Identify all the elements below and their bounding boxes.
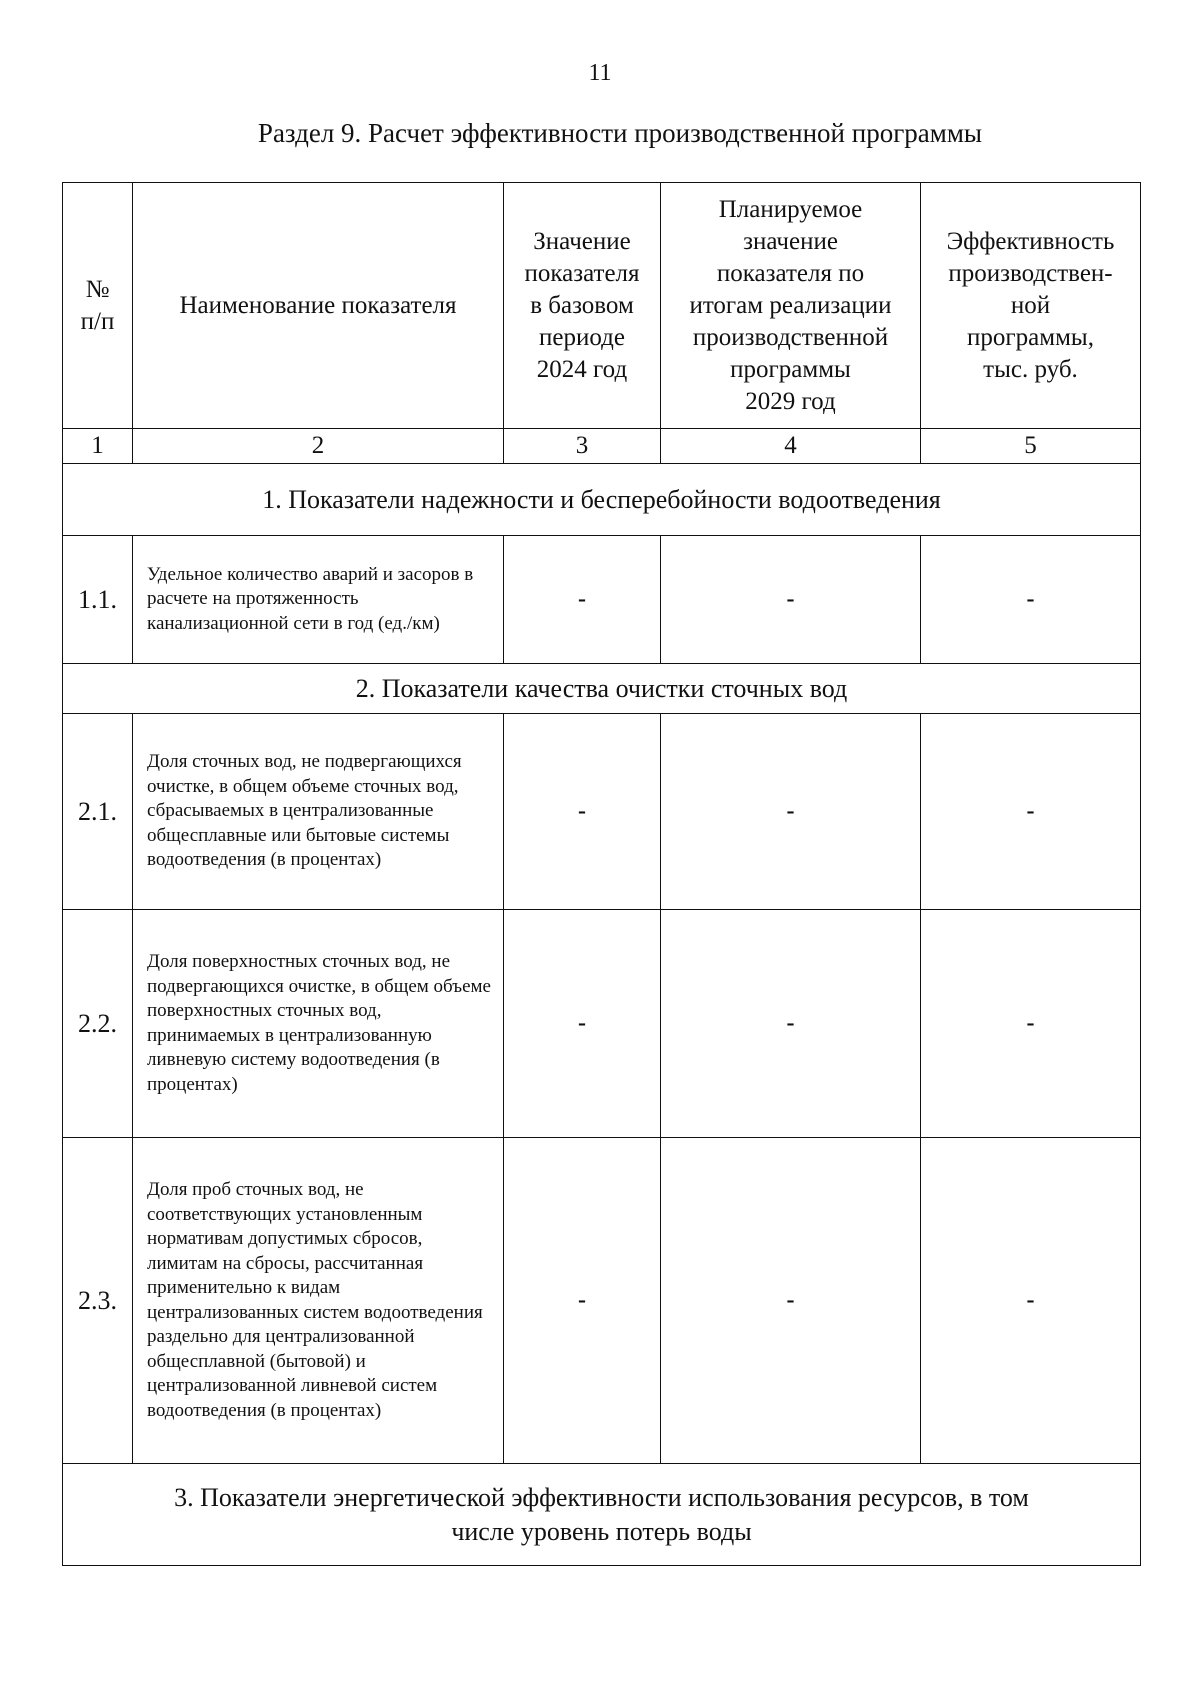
- group-row: [63, 664, 1141, 714]
- indicator-name: Доля сточных вод, не подвергающихся очистке, в общем объеме сточных вод, сбрасываемых в централизованные общесплавные или бытовые системы водоотведения (в процентах): [133, 714, 504, 910]
- row-number: 1.1.: [63, 536, 133, 664]
- row-number: 2.1.: [63, 714, 133, 910]
- base-value: -: [504, 1138, 661, 1464]
- column-number: 3: [504, 429, 661, 464]
- indicator-name: Удельное количество аварий и засоров в расчете на протяженность канализационной сети в год (ед./км): [133, 536, 504, 664]
- header-number-label: № п/п: [80, 275, 115, 335]
- group-row: [63, 464, 1141, 536]
- section-title: Раздел 9. Расчет эффективности производственной программы: [257, 118, 983, 148]
- header-name-label: Наименование показателя: [179, 291, 457, 319]
- efficiency-value: -: [921, 1138, 1141, 1464]
- column-number: 2: [133, 429, 504, 464]
- table-row: [63, 910, 1141, 1138]
- group-title: 2. Показатели качества очистки сточных вод: [63, 664, 1141, 714]
- planned-value: -: [661, 910, 921, 1138]
- efficiency-value: -: [921, 910, 1141, 1138]
- column-number-row: [63, 429, 1141, 464]
- planned-value: -: [661, 714, 921, 910]
- group-title: 1. Показатели надежности и бесперебойности водоотведения: [63, 464, 1141, 536]
- column-number: 5: [921, 429, 1141, 464]
- page-number: 11: [588, 60, 612, 86]
- header-efficiency-label: Эффективность производствен- ной программы, тыс. руб.: [946, 227, 1115, 383]
- header-base-value: [504, 183, 661, 429]
- header-efficiency: [921, 183, 1141, 429]
- table-header-row: [63, 183, 1141, 429]
- base-value: -: [504, 536, 661, 664]
- efficiency-value: -: [921, 536, 1141, 664]
- row-number: 2.2.: [63, 910, 133, 1138]
- planned-value: -: [661, 536, 921, 664]
- row-number: 2.3.: [63, 1138, 133, 1464]
- efficiency-table: [62, 182, 1141, 1566]
- indicator-name: Доля проб сточных вод, не соответствующих установленным нормативам допустимых сбросов, лимитам на сбросы, рассчитанная применительно к видам централизованных систем водоотведения раздельно для централизованной общесплавной (бытовой) и централизованной ливневой систем водоотведения (в процентах): [133, 1138, 504, 1464]
- group-title: 3. Показатели энергетической эффективности использования ресурсов, в том числе уровень потерь воды: [63, 1464, 1141, 1566]
- planned-value: -: [661, 1138, 921, 1464]
- header-planned-value-label: Планируемое значение показателя по итогам реализации производственной программы 2029 год: [689, 195, 892, 415]
- column-number: 1: [63, 429, 133, 464]
- base-value: -: [504, 910, 661, 1138]
- efficiency-value: -: [921, 714, 1141, 910]
- table-row: [63, 1138, 1141, 1464]
- column-number: 4: [661, 429, 921, 464]
- group-row: [63, 1464, 1141, 1566]
- table-row: [63, 714, 1141, 910]
- header-base-value-label: Значение показателя в базовом периоде 2024 год: [524, 227, 640, 383]
- table-row: [63, 536, 1141, 664]
- header-number: [63, 183, 133, 429]
- base-value: -: [504, 714, 661, 910]
- indicator-name: Доля поверхностных сточных вод, не подвергающихся очистке, в общем объеме поверхностных сточных вод, принимаемых в централизованную ливневую систему водоотведения (в процентах): [133, 910, 504, 1138]
- header-planned-value: [661, 183, 921, 429]
- header-name: [133, 183, 504, 429]
